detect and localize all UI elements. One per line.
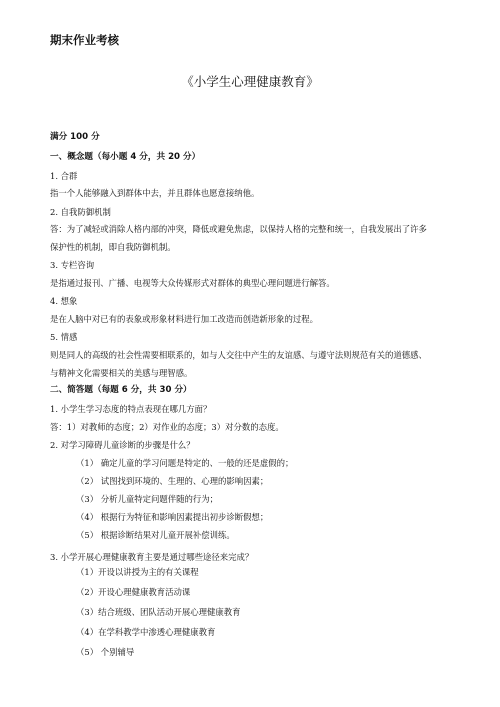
s2-route-5: （5） 个别辅导 xyxy=(76,647,135,657)
s1-def-2-line1: 答：为了减轻或消除人格内部的冲突，降低或避免焦虑，以保持人格的完整和统一，自我发展出了许多 xyxy=(50,224,427,234)
s1-def-4: 是在人脑中对已有的表象或形象材料进行加工改造而创造新形象的过程。 xyxy=(50,314,318,324)
s2-route-1: （1）开设以讲授为主的有关课程 xyxy=(76,567,199,577)
s1-term-4: 4. 想象 xyxy=(50,296,78,306)
full-score: 满分 100 分 xyxy=(50,132,100,142)
s1-term-3: 3. 专栏咨询 xyxy=(50,260,95,270)
s2-step-2: （2） 试图找到环境的、生理的、心理的影响因素； xyxy=(76,476,269,486)
s1-term-2: 2. 自我防御机制 xyxy=(50,207,111,217)
s1-def-5-line2: 与精神文化需要相关的美感与理智感。 xyxy=(50,368,193,378)
s1-def-2-line2: 保护性的机制，即自我防御机制。 xyxy=(50,242,176,252)
document-title: 《小学生心理健康教育》 xyxy=(181,74,319,89)
s2-question-3: 3. 小学开展心理健康教育主要是通过哪些途径来完成？ xyxy=(50,552,254,562)
s2-step-4: （4） 根据行为特征和影响因素提出初步诊断假想； xyxy=(76,512,269,522)
section2-heading: 二、简答题（每题 6 分，共 30 分） xyxy=(50,385,192,395)
s2-step-1: （1） 确定儿童的学习问题是特定的、一般的还是虚假的； xyxy=(76,458,294,468)
s2-step-5: （5） 根据诊断结果对儿童开展补偿训练。 xyxy=(76,530,235,540)
s2-question-1: 1. 小学生学习态度的特点表现在哪几方面？ xyxy=(50,404,212,414)
s2-route-3: （3）结合班级、团队活动开展心理健康教育 xyxy=(76,607,241,617)
document-header: 期末作业考核 xyxy=(50,33,119,47)
s1-def-1: 指一个人能够融入到群体中去，并且群体也愿意接纳他。 xyxy=(50,188,260,198)
s1-term-5: 5. 情感 xyxy=(50,332,78,342)
section1-heading: 一、概念题（每小题 4 分，共 20 分） xyxy=(50,152,201,162)
s2-answer-1: 答：1）对教师的态度；2）对作业的态度；3）对分数的态度。 xyxy=(50,422,284,432)
s2-question-2: 2. 对学习障碍儿童诊断的步骤是什么？ xyxy=(50,440,195,450)
s1-def-3: 是指通过报刊、广播、电视等大众传媒形式对群体的典型心理问题进行解答。 xyxy=(50,278,335,288)
s2-step-3: （3） 分析儿童特定问题伴随的行为； xyxy=(76,494,218,504)
s1-def-5-line1: 则是同人的高级的社会性需要相联系的，如与人交往中产生的友谊感、与遵守法则规范有关的道德感、 xyxy=(50,350,427,360)
s2-route-2: （2）开设心理健康教育活动课 xyxy=(76,587,191,597)
s2-route-4: （4）在学科教学中渗透心理健康教育 xyxy=(76,627,216,637)
s1-term-1: 1. 合群 xyxy=(50,171,78,181)
